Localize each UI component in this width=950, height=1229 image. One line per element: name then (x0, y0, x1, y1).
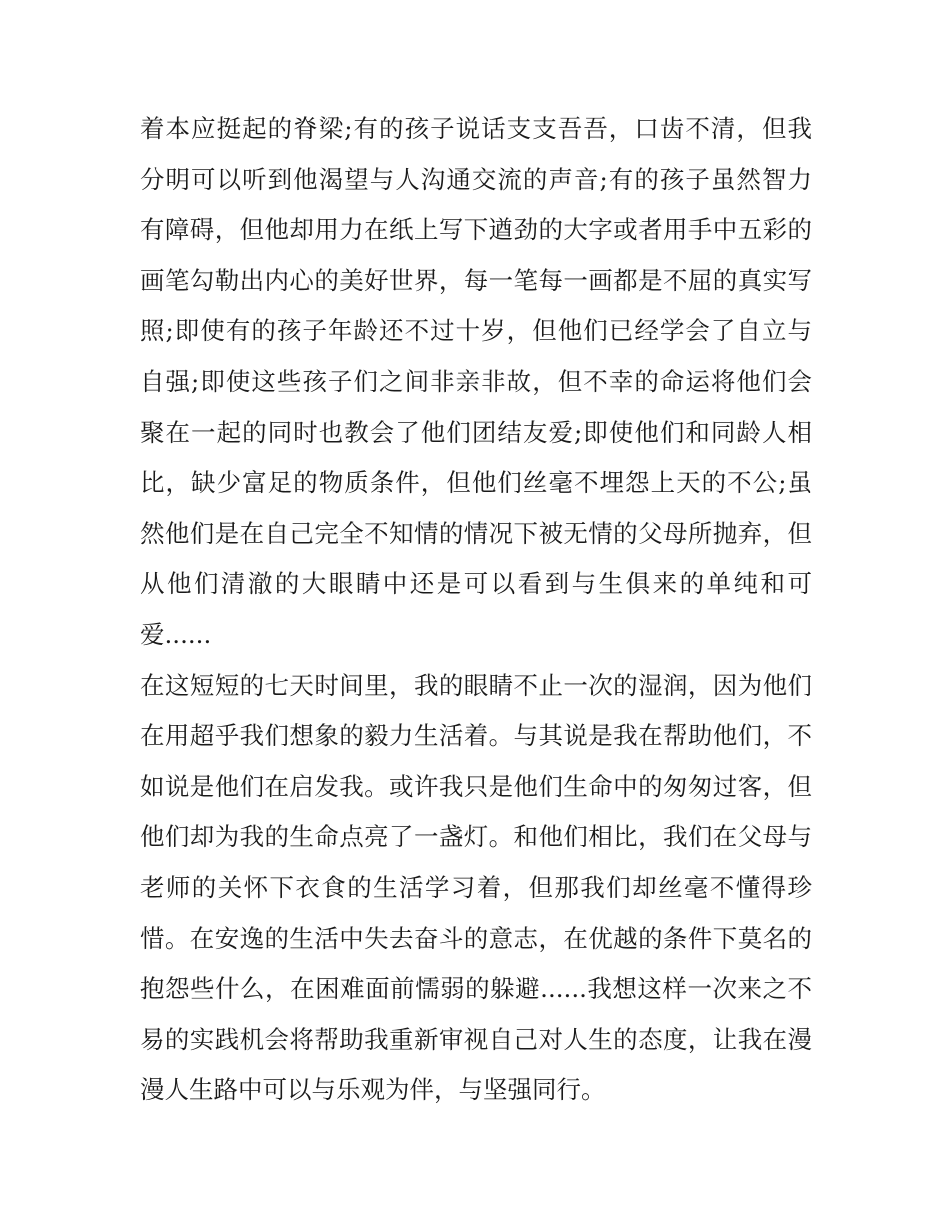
text-line: 聚在一起的同时也教会了他们团结友爱;即使他们和同龄人相 (140, 417, 812, 447)
text-line: 画笔勾勒出内心的美好世界，每一笔每一画都是不屈的真实写 (140, 265, 812, 295)
text-line: 比，缺少富足的物质条件，但他们丝毫不埋怨上天的不公;虽 (140, 468, 812, 498)
text-line: 有障碍，但他却用力在纸上写下遒劲的大字或者用手中五彩的 (140, 215, 812, 245)
text-line: 着本应挺起的脊梁;有的孩子说话支支吾吾，口齿不清，但我 (140, 114, 812, 143)
text-line: 老师的关怀下衣食的生活学习着，但那我们却丝毫不懂得珍 (140, 872, 812, 902)
paragraph (140, 661, 812, 1116)
text-line: 然他们是在自己完全不知情的情况下被无情的父母所抛弃，但 (140, 518, 812, 548)
text-line: 如说是他们在启发我。或许我只是他们生命中的匆匆过客，但 (140, 771, 812, 801)
text-line: 爱...... (140, 619, 212, 649)
text-line: 照;即使有的孩子年龄还不过十岁，但他们已经学会了自立与 (140, 316, 812, 346)
text-line: 易的实践机会将帮助我重新审视自己对人生的态度，让我在漫 (140, 1024, 812, 1054)
text-line: 分明可以听到他渴望与人沟通交流的声音;有的孩子虽然智力 (140, 164, 812, 194)
text-line: 自强;即使这些孩子们之间非亲非故，但不幸的命运将他们会 (140, 366, 812, 396)
text-line: 抱怨些什么，在困难面前懦弱的躲避......我想这样一次来之不 (140, 974, 812, 1004)
body-text (140, 104, 812, 1116)
text-line: 从他们清澈的大眼睛中还是可以看到与生俱来的单纯和可 (140, 569, 812, 599)
text-line: 惜。在安逸的生活中失去奋斗的意志，在优越的条件下莫名的 (140, 923, 812, 953)
text-line: 在用超乎我们想象的毅力生活着。与其说是我在帮助他们，不 (140, 721, 812, 751)
text-line: 漫人生路中可以与乐观为伴，与坚强同行。 (140, 1075, 606, 1105)
paragraph (140, 104, 812, 661)
text-line: 他们却为我的生命点亮了一盏灯。和他们相比，我们在父母与 (140, 822, 812, 852)
text-line: 在这短短的七天时间里，我的眼睛不止一次的湿润，因为他们 (140, 670, 812, 700)
